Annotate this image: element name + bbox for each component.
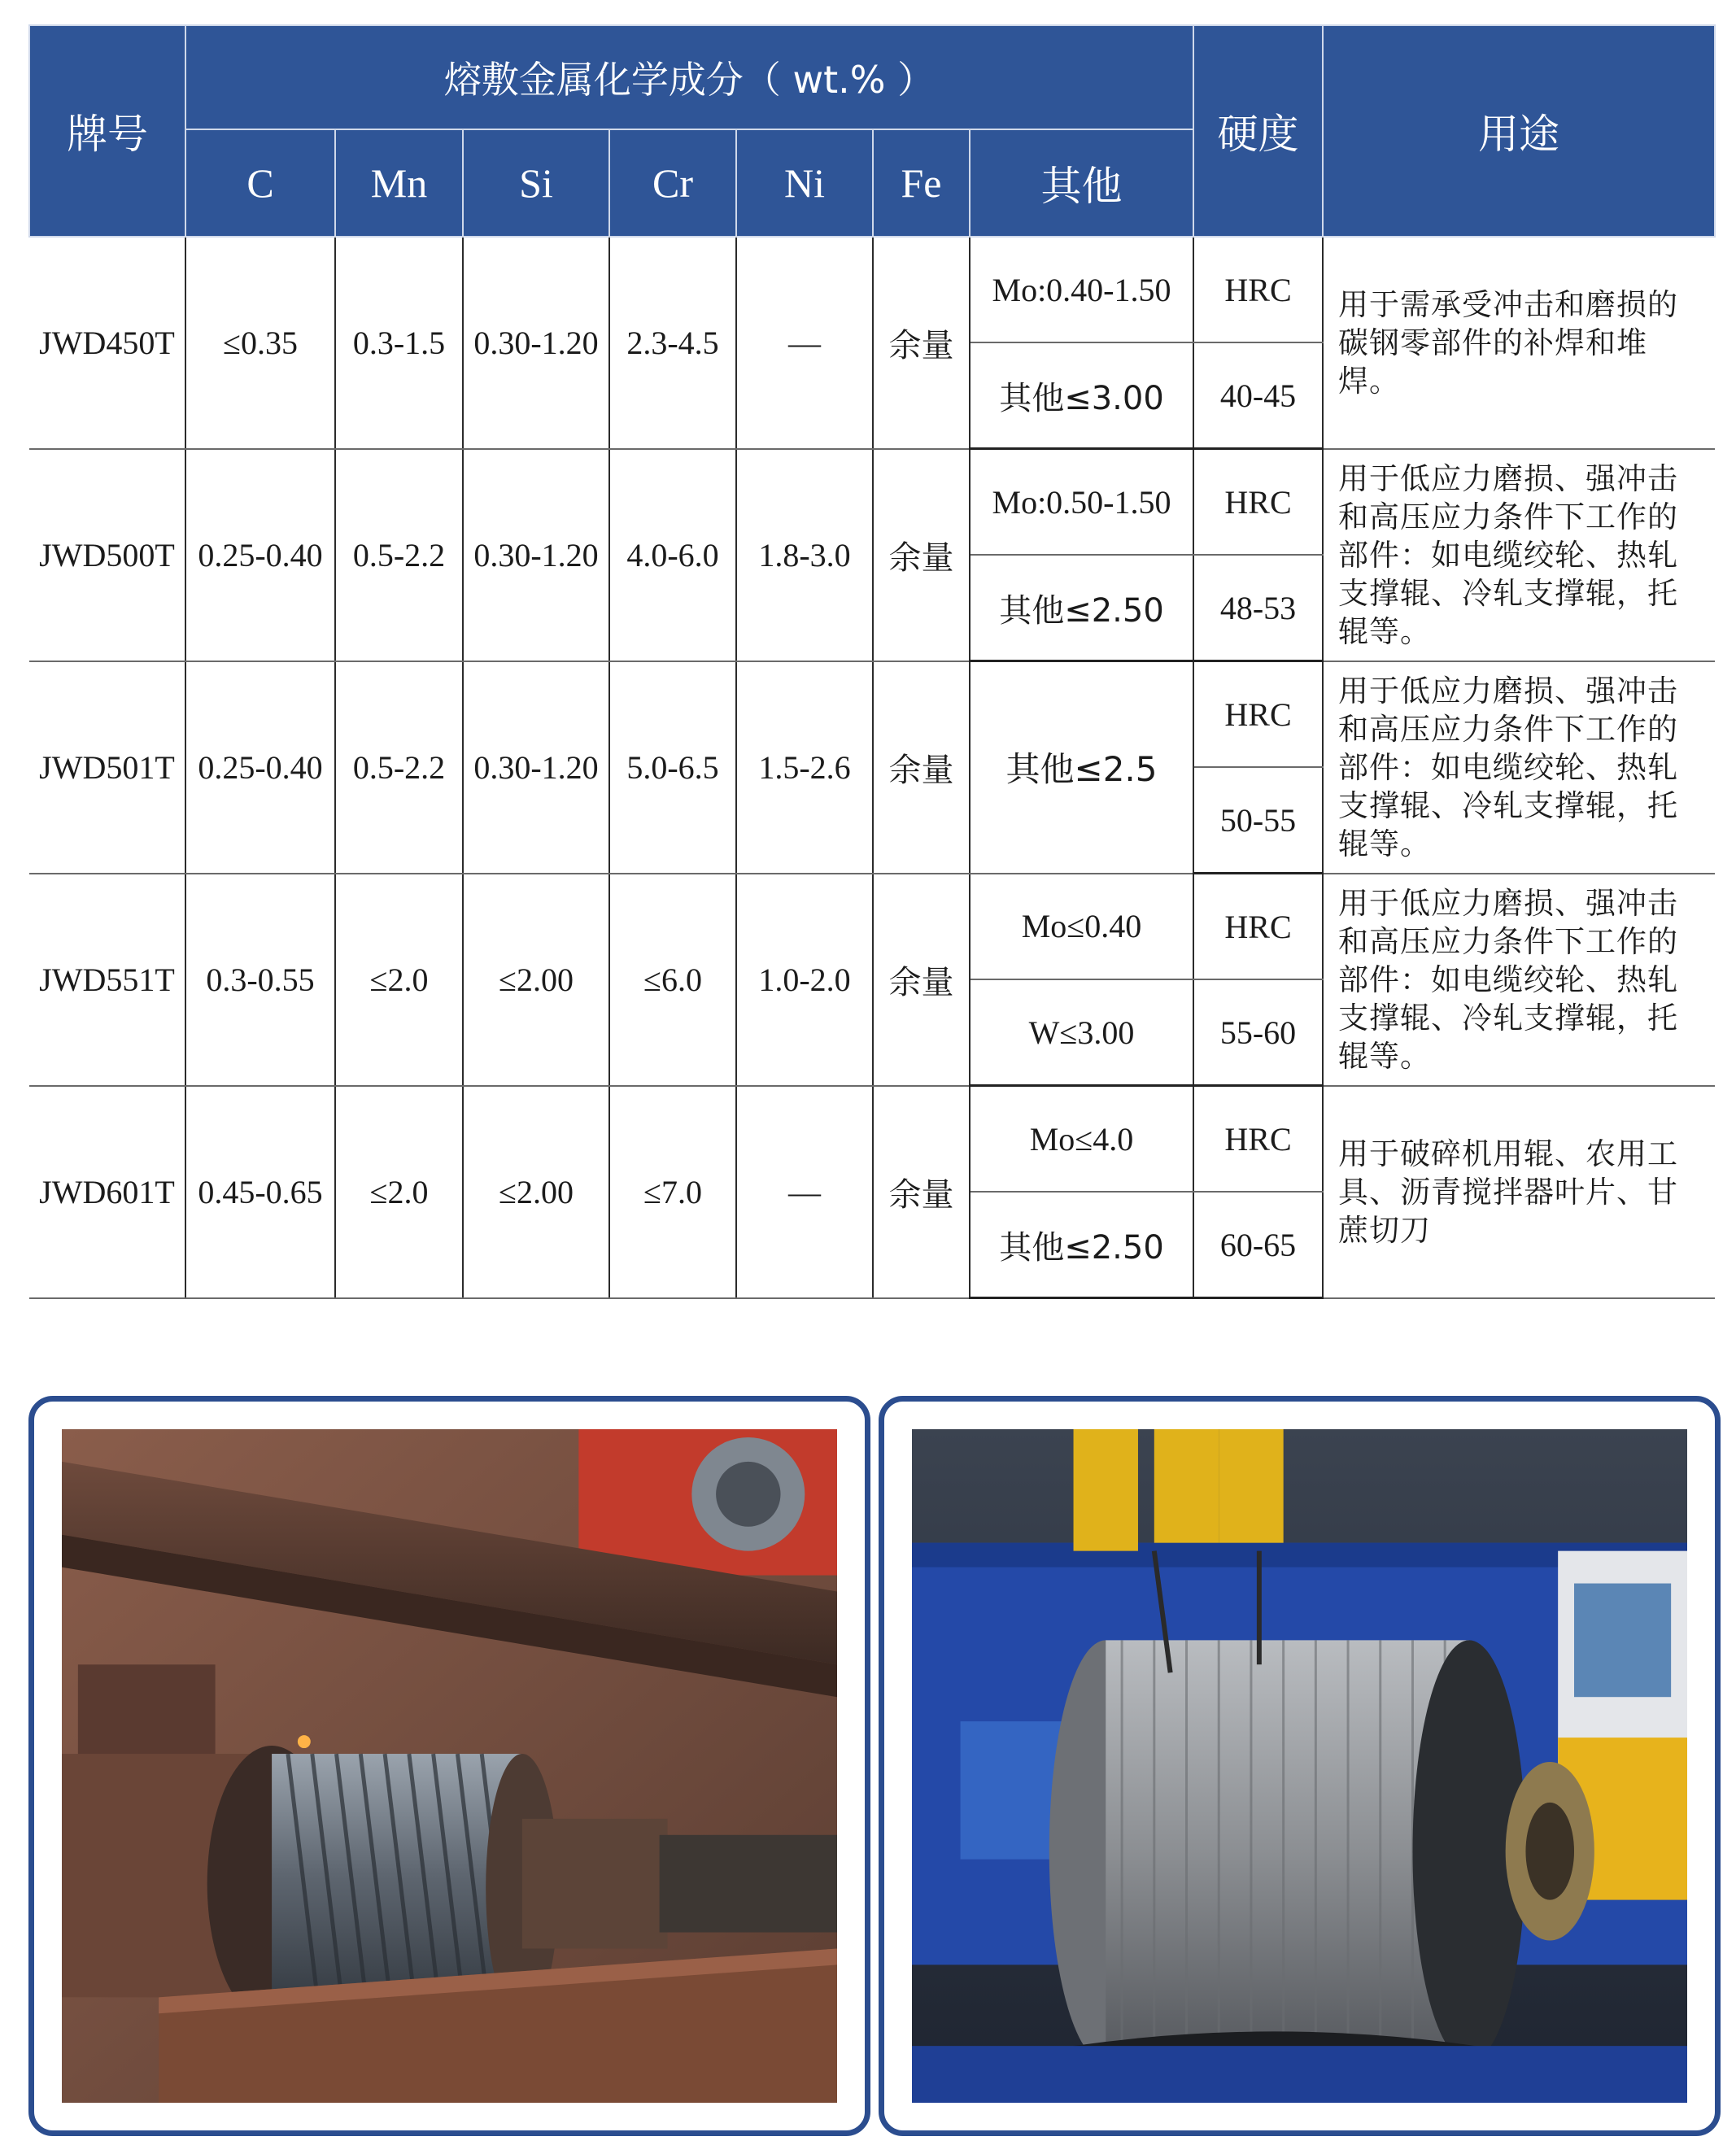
cell-fe: 余量 <box>873 449 970 661</box>
cell-fe: 余量 <box>873 874 970 1086</box>
cell-other-1: Mo:0.50-1.50 <box>970 449 1193 556</box>
cell-c: ≤0.35 <box>185 237 335 449</box>
header-element-si: Si <box>463 129 609 237</box>
cell-mn: ≤2.0 <box>335 874 463 1086</box>
header-composition: 熔敷金属化学成分（ wt.% ） <box>185 25 1193 129</box>
cell-usage: 用于低应力磨损、强冲击和高压应力条件下工作的部件：如电缆绞轮、热轧支撑辊、冷轧支撑辊，托辊等。 <box>1323 661 1715 874</box>
cell-hardness-1: HRC <box>1193 237 1323 342</box>
cell-ni: — <box>736 1086 873 1298</box>
cell-other: 其他≤2.5 <box>970 661 1193 874</box>
cell-hardness-1: HRC <box>1193 874 1323 980</box>
hardfaced-roller-image <box>62 1429 837 2103</box>
cell-brand: JWD500T <box>29 449 185 661</box>
header-element-mn: Mn <box>335 129 463 237</box>
table-row <box>29 1086 1715 1193</box>
cell-si: 0.30-1.20 <box>463 661 609 874</box>
cell-c: 0.45-0.65 <box>185 1086 335 1298</box>
header-element-c: C <box>185 129 335 237</box>
cell-ni: 1.8-3.0 <box>736 449 873 661</box>
cell-mn: 0.3-1.5 <box>335 237 463 449</box>
cell-other-2: 其他≤2.50 <box>970 555 1193 661</box>
table-row <box>29 237 1715 342</box>
cell-hardness-2: 40-45 <box>1193 342 1323 449</box>
roller-welding-machine-image <box>912 1429 1687 2103</box>
cell-c: 0.3-0.55 <box>185 874 335 1086</box>
cell-usage: 用于低应力磨损、强冲击和高压应力条件下工作的部件：如电缆绞轮、热轧支撑辊、冷轧支撑辊，托辊等。 <box>1323 449 1715 661</box>
cell-ni: 1.0-2.0 <box>736 874 873 1086</box>
cell-brand: JWD551T <box>29 874 185 1086</box>
header-usage: 用途 <box>1323 25 1715 237</box>
cell-other-1: Mo≤4.0 <box>970 1086 1193 1193</box>
cell-other-1: Mo≤0.40 <box>970 874 1193 980</box>
cell-mn: 0.5-2.2 <box>335 661 463 874</box>
cell-ni: — <box>736 237 873 449</box>
cell-cr: 5.0-6.5 <box>609 661 736 874</box>
cell-fe: 余量 <box>873 661 970 874</box>
cell-si: 0.30-1.20 <box>463 237 609 449</box>
table-header <box>29 25 1715 237</box>
hardfaced-roller-photo <box>62 1429 837 2103</box>
cell-hardness-2: 48-53 <box>1193 555 1323 661</box>
cell-fe: 余量 <box>873 237 970 449</box>
cell-hardness-1: HRC <box>1193 449 1323 556</box>
cell-si: ≤2.00 <box>463 874 609 1086</box>
cell-cr: 4.0-6.0 <box>609 449 736 661</box>
cell-other-1: Mo:0.40-1.50 <box>970 237 1193 342</box>
header-hardness: 硬度 <box>1193 25 1323 237</box>
cell-si: ≤2.00 <box>463 1086 609 1298</box>
table-row <box>29 874 1715 980</box>
cell-hardness-2: 50-55 <box>1193 767 1323 874</box>
cell-mn: ≤2.0 <box>335 1086 463 1298</box>
table-row <box>29 661 1715 768</box>
cell-ni: 1.5-2.6 <box>736 661 873 874</box>
cell-brand: JWD450T <box>29 237 185 449</box>
roller-welding-machine-photo <box>912 1429 1687 2103</box>
cell-cr: ≤6.0 <box>609 874 736 1086</box>
cell-other-2: W≤3.00 <box>970 979 1193 1086</box>
cell-usage: 用于需承受冲击和磨损的碳钢零部件的补焊和堆焊。 <box>1323 237 1715 449</box>
header-element-other: 其他 <box>970 129 1193 237</box>
table-row <box>29 449 1715 556</box>
header-element-ni: Ni <box>736 129 873 237</box>
header-element-cr: Cr <box>609 129 736 237</box>
cell-mn: 0.5-2.2 <box>335 449 463 661</box>
cell-usage: 用于破碎机用辊、农用工具、沥青搅拌器叶片、甘蔗切刀 <box>1323 1086 1715 1298</box>
cell-hardness-2: 60-65 <box>1193 1192 1323 1298</box>
header-brand: 牌号 <box>29 25 185 237</box>
cell-other-2: 其他≤2.50 <box>970 1192 1193 1298</box>
right-photo-frame <box>879 1396 1721 2136</box>
cell-cr: ≤7.0 <box>609 1086 736 1298</box>
cell-hardness-1: HRC <box>1193 1086 1323 1193</box>
cell-cr: 2.3-4.5 <box>609 237 736 449</box>
cell-c: 0.25-0.40 <box>185 661 335 874</box>
composition-table <box>28 24 1716 1299</box>
cell-si: 0.30-1.20 <box>463 449 609 661</box>
cell-c: 0.25-0.40 <box>185 449 335 661</box>
cell-hardness-2: 55-60 <box>1193 979 1323 1086</box>
cell-brand: JWD601T <box>29 1086 185 1298</box>
header-element-fe: Fe <box>873 129 970 237</box>
cell-other-2: 其他≤3.00 <box>970 342 1193 449</box>
cell-usage: 用于低应力磨损、强冲击和高压应力条件下工作的部件：如电缆绞轮、热轧支撑辊、冷轧支撑辊，托辊等。 <box>1323 874 1715 1086</box>
left-photo-frame <box>28 1396 870 2136</box>
table-body <box>29 237 1715 1298</box>
cell-fe: 余量 <box>873 1086 970 1298</box>
cell-brand: JWD501T <box>29 661 185 874</box>
cell-hardness-1: HRC <box>1193 661 1323 768</box>
